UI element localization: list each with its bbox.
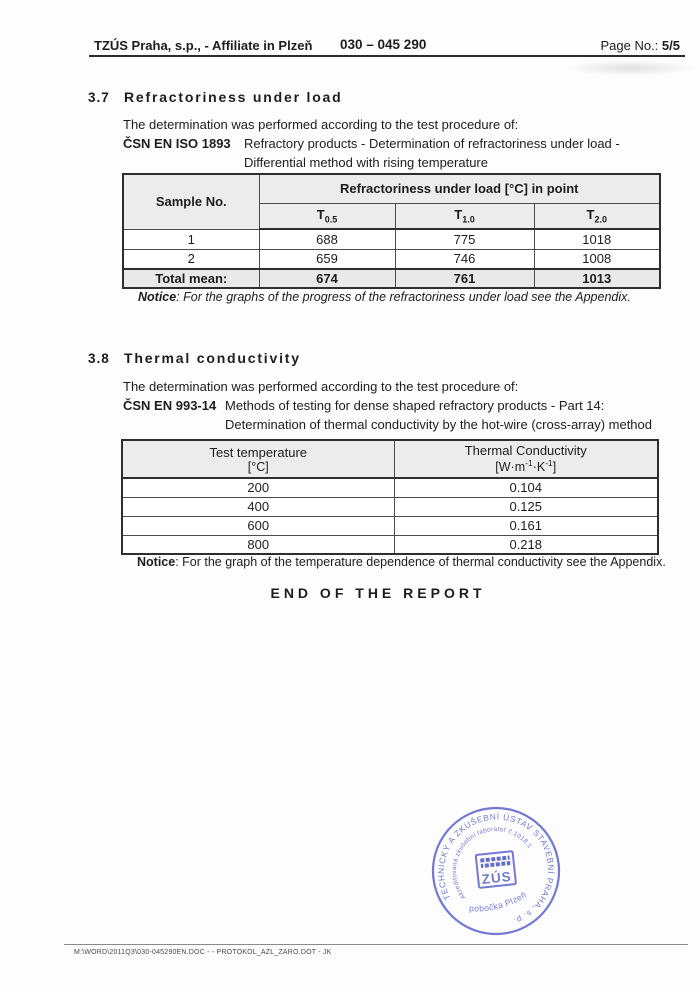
unit-part: [W·m	[495, 460, 526, 475]
stamp-accr-textpath: Akreditovaná zkušební laboratoř č.1018.1	[450, 825, 534, 901]
standard-desc-line1: Refractory products - Determination of refractoriness under load -	[244, 136, 620, 151]
col-header-temperature	[122, 440, 394, 478]
thermal-conductivity-table	[121, 439, 659, 555]
procedure-intro: The determination was performed according to the test procedure of:	[123, 379, 519, 394]
t05-cell: 688	[259, 229, 395, 249]
t-symbol: T	[454, 206, 463, 222]
section-3-7-title: Refractoriness under load	[124, 89, 343, 105]
footer-file-path: M:\WORD\2011Q3\030-045290EN.DOC - - PROTOKOL_AZL_ZARO.DOT - JK	[74, 949, 332, 956]
table-row	[122, 516, 658, 535]
total-t05-cell: 674	[259, 269, 395, 288]
col-header-t20	[534, 203, 660, 229]
section-3-8-number: 3.8	[88, 351, 110, 366]
notice-label: Notice	[138, 290, 177, 304]
col-header-conductivity	[394, 440, 658, 478]
t10-cell: 746	[395, 249, 534, 269]
temp-cell: 200	[122, 478, 394, 497]
standard-reference	[123, 134, 620, 172]
page-value: 5/5	[661, 38, 680, 53]
total-t20-cell: 1013	[534, 269, 660, 288]
table-row	[122, 478, 658, 497]
col-header-t10	[395, 203, 534, 229]
total-mean-row	[123, 269, 660, 288]
emblem-pattern	[480, 856, 510, 869]
scan-smudge	[566, 60, 696, 76]
standard-code: ČSN EN ISO 1893	[123, 136, 231, 151]
temp-cell: 400	[122, 497, 394, 516]
total-label-cell: Total mean:	[123, 269, 259, 288]
refractoriness-table	[122, 173, 661, 289]
t-subscript: 0.5	[324, 214, 338, 225]
conductivity-cell: 0.161	[394, 516, 658, 535]
standard-description	[244, 134, 620, 172]
stamp-ring-textpath: TECHNICKÝ A ZKUŠEBNÍ ÚSTAV STAVEBNÍ PRAHA, s. p.	[435, 811, 557, 927]
notice-text: : For the graph of the temperature dependence of thermal conductivity see the Appendix.	[175, 555, 666, 569]
t05-cell: 659	[259, 249, 395, 269]
t20-cell: 1008	[534, 249, 660, 269]
company-stamp	[421, 796, 571, 946]
notice-label: Notice	[137, 555, 176, 569]
conductivity-cell: 0.218	[394, 535, 658, 554]
section-3-7-body	[123, 115, 620, 172]
stamp-branch-textpath: pobočka Plzeň	[468, 889, 529, 914]
col-header-sample: Sample No.	[123, 174, 259, 229]
standard-desc-line2: Determination of thermal conductivity by the hot-wire (cross-array) method	[225, 417, 652, 432]
footer-rule	[64, 944, 688, 945]
section-3-8-body	[123, 377, 652, 434]
t-symbol: T	[316, 206, 325, 222]
table-row	[122, 535, 658, 554]
col-header-t05	[259, 203, 395, 229]
end-of-report: END OF THE REPORT	[270, 585, 486, 601]
unit-part: ·K	[532, 460, 546, 475]
unit-sup: -1	[545, 458, 553, 469]
table-row	[123, 229, 660, 249]
stamp-branch-text	[467, 889, 529, 915]
section-3-7-number: 3.7	[88, 90, 110, 105]
stamp-group	[427, 802, 565, 940]
thermal-notice	[137, 555, 666, 569]
conductivity-title: Thermal Conductivity	[464, 443, 587, 459]
temp-cell: 800	[122, 535, 394, 554]
conductivity-cell: 0.104	[394, 478, 658, 497]
emblem-text: ZÚS	[481, 868, 513, 887]
header-company: TZÚS Praha, s.p., - Affiliate in Plzeň	[94, 38, 313, 53]
conductivity-unit	[397, 458, 656, 474]
table-row	[122, 497, 658, 516]
header-document-number: 030 – 045 290	[340, 37, 427, 52]
refractoriness-notice	[138, 290, 631, 304]
header-page-number	[540, 38, 680, 53]
table-row	[123, 249, 660, 269]
t-subscript: 1.0	[462, 214, 475, 225]
t10-cell: 775	[395, 229, 534, 249]
procedure-intro: The determination was performed according to the test procedure of:	[123, 117, 519, 132]
notice-text: : For the graphs of the progress of the refractoriness under load see the Appendix.	[176, 290, 631, 304]
standard-code: ČSN EN 993-14	[123, 398, 217, 413]
temp-cell: 600	[122, 516, 394, 535]
sample-no-cell: 1	[123, 229, 259, 249]
section-3-8-title: Thermal conductivity	[124, 350, 301, 366]
col-header-span: Refractoriness under load [°C] in point	[259, 174, 660, 203]
t-subscript: 2.0	[594, 214, 607, 225]
sample-no-cell: 2	[123, 249, 259, 269]
standard-reference	[123, 396, 652, 434]
temperature-unit: [°C]	[247, 459, 269, 474]
unit-part: ]	[552, 460, 557, 475]
conductivity-cell: 0.125	[394, 497, 658, 516]
stamp-emblem	[476, 851, 516, 888]
t20-cell: 1018	[534, 229, 660, 249]
unit-sup: -1	[525, 458, 533, 469]
header-rule	[89, 55, 685, 57]
page-label: Page No.:	[600, 38, 662, 53]
total-t10-cell: 761	[395, 269, 534, 288]
standard-desc-line1: Methods of testing for dense shaped refractory products - Part 14:	[225, 398, 605, 413]
standard-description	[225, 396, 652, 434]
temperature-title: Test temperature	[209, 444, 308, 460]
standard-desc-line2: Differential method with rising temperature	[244, 155, 488, 170]
t-symbol: T	[586, 206, 595, 222]
